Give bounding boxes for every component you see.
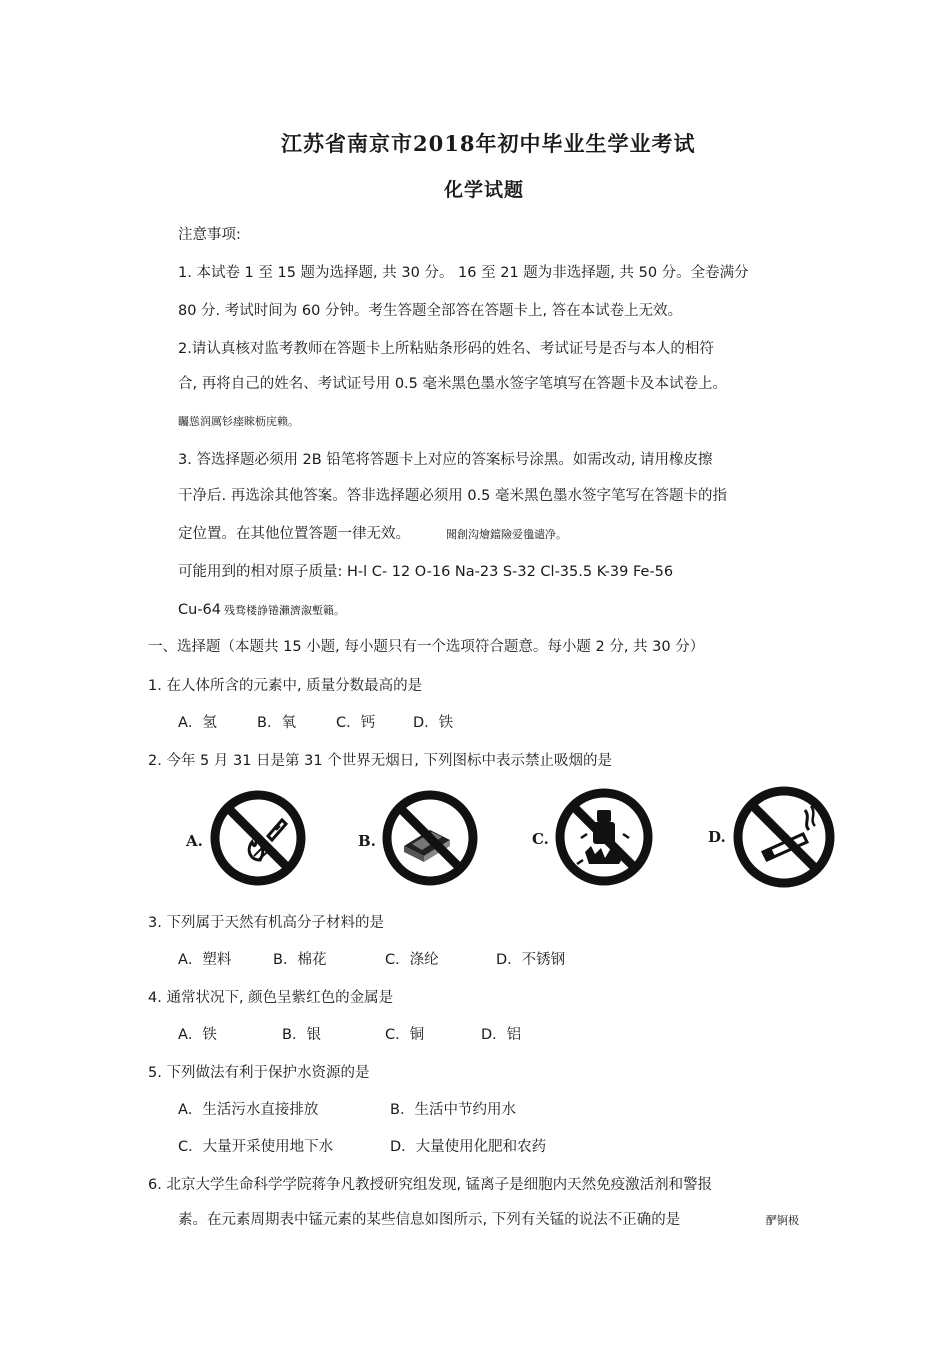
q1-option-a: A．氢 bbox=[178, 715, 217, 731]
q3-option-b: B．棉花 bbox=[273, 952, 327, 968]
sign-label-c: C. bbox=[532, 830, 549, 848]
sign-label-d: D. bbox=[708, 828, 726, 846]
q1-option-c: C．钙 bbox=[336, 715, 376, 731]
q1-option-d: D．铁 bbox=[413, 715, 454, 731]
q1-option-b: B．氧 bbox=[257, 715, 296, 731]
section-heading: 一、选择题（本题共 15 小题, 每小题只有一个选项符合题意。每小题 2 分, 共 30 分） bbox=[148, 639, 705, 655]
question-6-stem: 6. 北京大学生命科学学院蒋争凡教授研究组发现, 锰离子是细胞内天然免疫激活剂和警报 bbox=[148, 1177, 713, 1193]
q3-option-d: D．不锈钢 bbox=[496, 952, 566, 968]
garbled-text-2: 聞創沟燴鐺險爱氇谴净。 bbox=[446, 528, 567, 541]
notice-line-4: 合, 再将自己的姓名、考试证号用 0.5 毫米黑色墨水签字笔填写在答题卡及本试卷上。 bbox=[178, 376, 727, 392]
q4-option-b: B．银 bbox=[282, 1027, 321, 1043]
notice-line-1: 1. 本试卷 1 至 15 题为选择题, 共 30 分。 16 至 21 题为非选择题, 共 50 分。全卷满分 bbox=[178, 265, 749, 281]
sign-label-b: B. bbox=[358, 832, 376, 850]
atomic-masses-cont: Cu-64 bbox=[178, 602, 221, 618]
q4-option-a: A．铁 bbox=[178, 1027, 217, 1043]
garbled-text-1: 矚慫润厲钐瘗睞枥庑赖。 bbox=[178, 415, 299, 428]
no-fire-icon bbox=[210, 790, 306, 886]
no-matches-icon bbox=[382, 790, 478, 886]
q3-option-a: A．塑料 bbox=[178, 952, 232, 968]
page-title: 江苏省南京市2018年初中毕业生学业考试 bbox=[281, 131, 696, 156]
notice-heading: 注意事项: bbox=[178, 227, 241, 243]
question-6-cont: 素。在元素周期表中锰元素的某些信息如图所示, 下列有关锰的说法不正确的是 bbox=[178, 1212, 681, 1228]
q5-option-c: C．大量开采使用地下水 bbox=[178, 1139, 334, 1155]
page-subtitle: 化学试题 bbox=[444, 179, 525, 201]
question-2-stem: 2. 今年 5 月 31 日是第 31 个世界无烟日, 下列图标中表示禁止吸烟的是 bbox=[148, 753, 612, 769]
q5-option-a: A．生活污水直接排放 bbox=[178, 1102, 319, 1118]
question-1-stem: 1. 在人体所含的元素中, 质量分数最高的是 bbox=[148, 678, 423, 694]
garbled-text-3: 残骛楼諍锩瀨濟溆塹籟。 bbox=[224, 604, 345, 617]
no-fireworks-icon bbox=[555, 788, 653, 886]
q3-option-c: C．涤纶 bbox=[385, 952, 439, 968]
q4-option-c: C．铜 bbox=[385, 1027, 425, 1043]
notice-line-2: 80 分. 考试时间为 60 分钟。考生答题全部答在答题卡上, 答在本试卷上无效。 bbox=[178, 303, 683, 319]
question-3-stem: 3. 下列属于天然有机高分子材料的是 bbox=[148, 915, 384, 931]
garbled-text-4: 酽锕极 bbox=[766, 1214, 799, 1227]
no-smoking-icon bbox=[733, 786, 835, 888]
notice-line-5: 3. 答选择题必须用 2B 铅笔将答题卡上对应的答案标号涂黑。如需改动, 请用橡皮擦 bbox=[178, 452, 713, 468]
notice-line-3: 2.请认真核对监考教师在答题卡上所粘贴条形码的姓名、考试证号是否与本人的相符 bbox=[178, 341, 714, 357]
atomic-masses: 可能用到的相对原子质量: H-l C- 12 O-16 Na-23 S-32 Cl-35.5 K-39 Fe-56 bbox=[178, 564, 674, 580]
q4-option-d: D．铝 bbox=[481, 1027, 522, 1043]
notice-line-6: 干净后. 再选涂其他答案。答非选择题必须用 0.5 毫米黑色墨水签字笔写在答题卡的指 bbox=[178, 488, 727, 504]
notice-line-7: 定位置。在其他位置答题一律无效。 bbox=[178, 526, 410, 542]
q5-option-b: B．生活中节约用水 bbox=[390, 1102, 516, 1118]
sign-label-a: A. bbox=[186, 832, 203, 850]
q5-option-d: D．大量使用化肥和农药 bbox=[390, 1139, 547, 1155]
question-5-stem: 5. 下列做法有利于保护水资源的是 bbox=[148, 1065, 370, 1081]
question-4-stem: 4. 通常状况下, 颜色呈紫红色的金属是 bbox=[148, 990, 394, 1006]
